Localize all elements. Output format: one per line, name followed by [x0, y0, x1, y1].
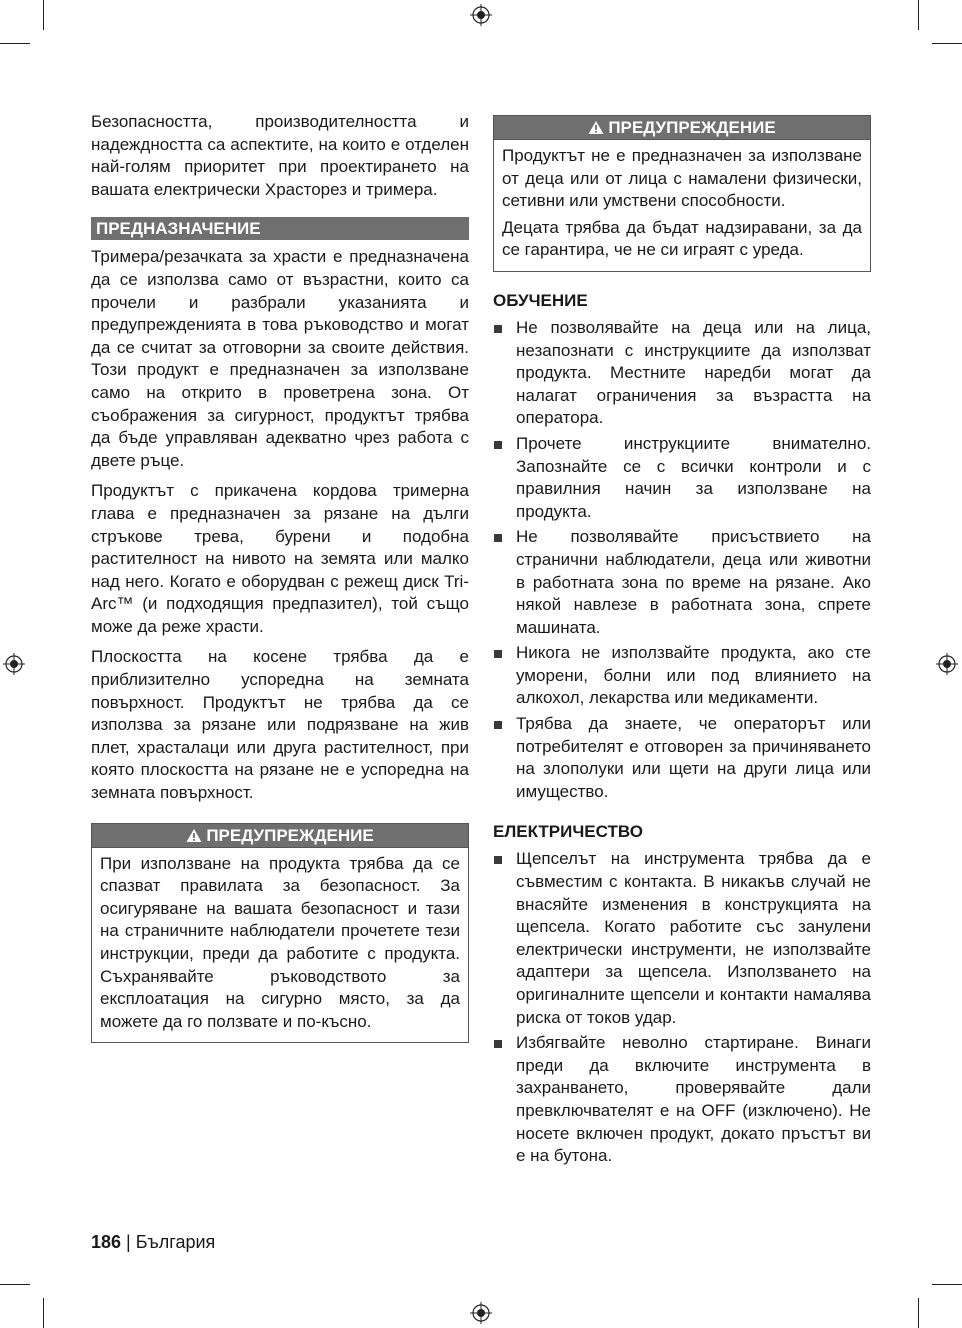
list-item: Не позволявайте присъствието на странични наблюдатели, деца или животни в работната зона по време на рязане. Ако някой навлезе в работната зона, спрете машината.: [493, 526, 871, 639]
crop-mark: [918, 0, 919, 30]
crop-mark: [43, 1298, 44, 1328]
warning-triangle-icon: [186, 828, 202, 843]
footer-language: България: [135, 1232, 216, 1252]
square-bullet-icon: [494, 650, 502, 658]
warning-box: [493, 115, 871, 272]
footer-separator: |: [121, 1232, 136, 1252]
list-item: Щепселът на инструмента трябва да е съвместим с контакта. В никакъв случай не внасяйте изменения в конструкцията на щепсела. Когато работите със занулени електрически инструменти, не използвайте адаптери за щепсела. Използването на оригиналните щепсели и контакти намалява риска от токов удар.: [493, 848, 871, 1029]
warning-body: [494, 140, 870, 271]
intro-paragraph: Безопасността, производителността и надеждността са аспектите, на които е отделен най-голям приоритет при проектирането на вашата електрически Храсторез и тримера.: [91, 112, 469, 199]
section-title-purpose: ПРЕДНАЗНАЧЕНИЕ: [91, 217, 469, 240]
list-item: Не позволявайте на деца или на лица, незапознати с инструкциите да използват продукта. Местните наредби могат да налагат ограничения за възрастта на оператора.: [493, 317, 871, 430]
warning-header: [92, 824, 468, 848]
warning-header: [494, 116, 870, 140]
square-bullet-icon: [494, 856, 502, 864]
warning-title: ПРЕДУПРЕЖДЕНИЕ: [206, 825, 374, 845]
crop-mark: [918, 1298, 919, 1328]
section-title-training: ОБУЧЕНИЕ: [493, 290, 588, 310]
list-item: Избягвайте неволно стартиране. Винаги преди да включите инструмента в захранването, проверявайте дали превключвателят е на OFF (изключено). Не носете включен продукт, докато пръстът ви е на бутона.: [493, 1032, 871, 1168]
warning-text: Продуктът не е предназначен за използване от деца или от лица с намалени физически, сетивни или умствени способности.: [502, 146, 862, 211]
crop-mark: [0, 1284, 30, 1285]
warning-title: ПРЕДУПРЕЖДЕНИЕ: [608, 118, 776, 137]
warning-box: [91, 823, 469, 1044]
warning-body: [92, 848, 468, 1043]
square-bullet-icon: [494, 534, 502, 542]
registration-mark-icon: [936, 653, 958, 675]
purpose-paragraph: Продуктът с прикачена кордова тримерна глава е предназначен за рязане на дълги стръкове трева, бурени и подобна растителност на нивото на земята или малко над него. Когато е оборудван с режещ диск Tri-Arc™ (и подходящия предпазител), той също може да реже храсти.: [91, 481, 469, 636]
purpose-paragraph: Плоскостта на косене трябва да е приблизително успоредна на земната повърхност. Продуктът не трябва да се използва за рязане или подрязване на жив плет, храсталаци или друга растителност, при която плоскостта на рязане не е успоредна на земната повърхност.: [91, 647, 469, 803]
square-bullet-icon: [494, 325, 502, 333]
registration-mark-icon: [470, 1302, 492, 1324]
page-number: 186: [91, 1232, 122, 1252]
list-item: Никога не използвайте продукта, ако сте уморени, болни или под влиянието на алкохол, лекарства или медикаменти.: [493, 642, 871, 710]
right-column: [493, 115, 871, 1171]
warning-triangle-icon: [588, 120, 604, 135]
registration-mark-icon: [470, 4, 492, 26]
square-bullet-icon: [494, 441, 502, 449]
registration-mark-icon: [3, 653, 25, 675]
square-bullet-icon: [494, 1040, 502, 1048]
list-item: Прочете инструкциите внимателно. Запознайте се с всички контроли и с правилния начин за използване на продукта.: [493, 433, 871, 523]
crop-mark: [932, 43, 962, 44]
crop-mark: [0, 43, 30, 44]
electricity-list: [493, 848, 871, 1167]
square-bullet-icon: [494, 721, 502, 729]
warning-text: Децата трябва да бъдат надзиравани, за да се гарантира, че не си играят с уреда.: [502, 217, 862, 260]
crop-mark: [932, 1284, 962, 1285]
crop-mark: [43, 0, 44, 30]
left-column: [91, 111, 469, 1043]
training-list: [493, 317, 871, 803]
list-item: Трябва да знаете, че операторът или потребителят е отговорен за причиняването на злополуки или щети на други лица или имущество.: [493, 713, 871, 803]
warning-text: При използване на продукта трябва да се спазват правилата за безопасност. За осигуряване на вашата безопасност и тази на страничните наблюдатели прочетете тези инструкции, преди да работите с продукта. Съхранявайте ръководството за експлоатация на сигурно място, за да можете да го ползвате и по-късно.: [100, 853, 460, 1031]
section-title-electricity: ЕЛЕКТРИЧЕСТВО: [493, 822, 643, 842]
page-footer: [91, 1230, 215, 1254]
purpose-paragraph: Тримера/резачката за храсти е предназначена да се използва само от възрастни, които са прочели и разбрали указанията и предупрежденията в това ръководство и могат да се считат за отговорни за своите действия. Този продукт е предназначен за използване само на открито в проветрена зона. От съображения за сигурност, продуктът трябва да бъде управляван адекватно чрез работа с двете ръце.: [91, 247, 469, 470]
